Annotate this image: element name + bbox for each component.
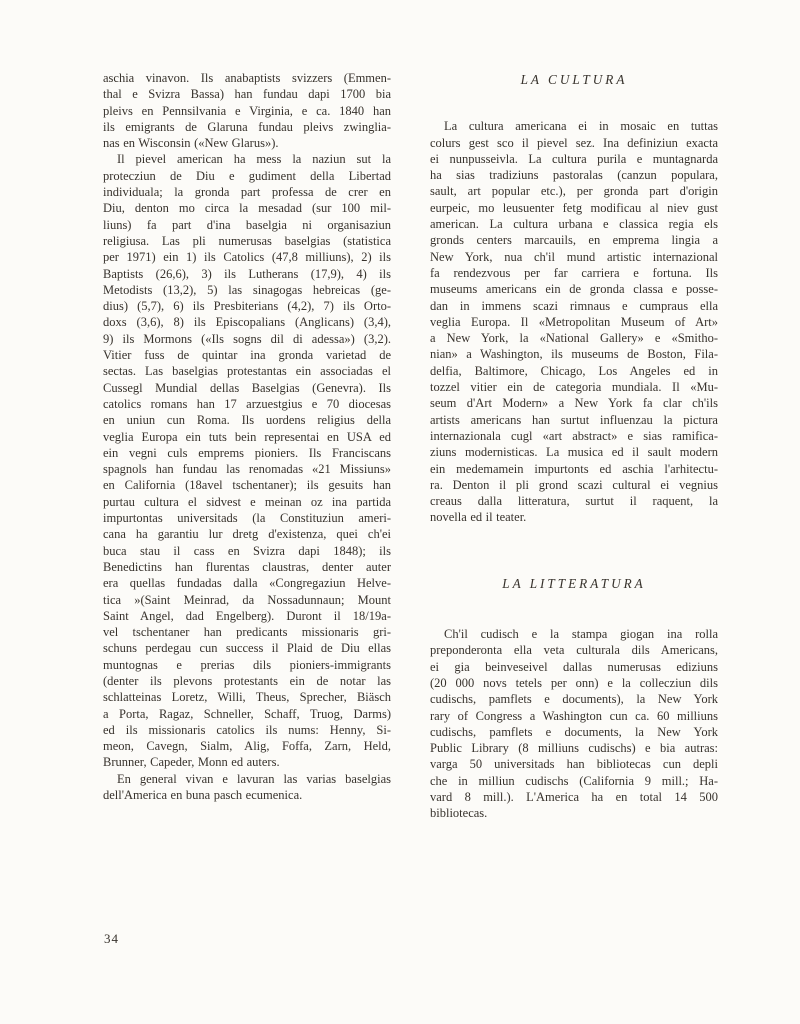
paragraph <box>430 626 718 822</box>
text-line: Baptists (26,6), 3) ils Lutherans (17,9), 4) ils <box>103 266 391 281</box>
text-line: a New York, la «National Gallery» e «Smitho- <box>430 331 718 346</box>
text-line: delfia, Baltimore, Chicago, Los Angeles ed in <box>430 363 718 378</box>
text-line: ein vegni culs emprems pioniers. Ils Franciscans <box>103 445 391 460</box>
text-line: Saint Angel, dad Engelberg). Duront il 18/19a- <box>103 608 391 623</box>
text-line: creaus dalla litteratura, surtut il raquent, la <box>430 494 718 509</box>
text-line: rary of Congress a Washington cun ca. 60 milliuns <box>430 708 718 723</box>
text-line: ein medemamein impurtonts ed aschia l'arhitectu- <box>430 461 718 476</box>
text-line: colurs gest sco il pievel sez. Ina definiziun exacta <box>430 135 718 150</box>
text-line: spagnols han fundau las renomadas «21 Missiuns» <box>103 462 391 477</box>
text-line: per 1971) ein 1) ils Catolics (47,8 milliuns), 2) ils <box>103 250 391 265</box>
text-line: tica »(Saint Meinrad, da Nossadunnaun; Mount <box>103 592 391 607</box>
paragraph <box>103 771 391 804</box>
text-line: ils emigrants de Glaruna fundau pleivs zwinglia- <box>103 119 391 134</box>
text-line: Diu, denton mo circa la mesadad (sur 100 mil- <box>103 201 391 216</box>
text-line: impurtontas universitads (la Constituziun ameri- <box>103 511 391 526</box>
text-line: En general vivan e lavuran las varias baselgias <box>117 771 391 786</box>
text-line: ei nunpusseivla. La cultura purila e muntagnarda <box>430 151 718 166</box>
text-line: Public Library (8 milliuns cudischs) e bia autras: <box>430 741 718 756</box>
text-line: La cultura americana ei in mosaic en tuttas <box>444 119 718 134</box>
text-line: ra. Denton il pli grond scazi cultural ei vegnius <box>430 477 718 492</box>
text-line: (denter ils plevons protestants ein de notar las <box>103 673 391 688</box>
text-line: nas en Wisconsin («New Glarus»). <box>103 136 279 151</box>
text-line: fa rendezvous per far carriera e fortuna. Ils <box>430 265 718 280</box>
text-line: aschia vinavon. Ils anabaptists svizzers (Emmen- <box>103 71 391 85</box>
text-line: buca stau il cass en Svizra dapi 1848); ils <box>103 543 391 558</box>
text-line: schlatteinas Loretz, Willi, Theus, Sprecher, Biäsch <box>103 690 391 705</box>
text-line: Brunner, Capeder, Monn ed auters. <box>103 755 280 770</box>
text-line: meon, Cavegn, Sialm, Alig, Foffa, Zarn, Held, <box>103 739 391 754</box>
text-line: ei gia beinveseivel dallas numerusas ediziuns <box>430 659 718 674</box>
text-line: gronds centers marcauils, en emprema lingia a <box>430 233 718 248</box>
text-line: seum d'Art Modern» a New York fa clar ch'ils <box>430 396 718 411</box>
text-line: cudischs, pamflets e documents, la New York <box>430 724 718 739</box>
text-line: veglia Europa ein tuts bein representai en USA ed <box>103 429 391 444</box>
text-line: Benedictins han flurentas claustras, denter auter <box>103 559 391 574</box>
text-line: bibliotecas. <box>430 806 488 821</box>
paragraph <box>103 70 391 151</box>
text-line: Vitier fuss de quintar ina gronda varietad de <box>103 348 391 363</box>
text-line: en uniun cun Roma. Ils uordens religius della <box>103 413 391 428</box>
text-line: internazionala cugl «art abstract» e sias ramifica- <box>430 428 718 443</box>
text-line: individuala; la gronda part professa de crer en <box>103 185 391 200</box>
text-line: sectas. Las baselgias protestantas ein associadas el <box>103 364 391 379</box>
page-number: 34 <box>104 931 119 946</box>
text-line: ha sias tradiziuns pastoralas (canzun populara, <box>430 168 718 183</box>
text-line: Cussegl Mundial dellas Baselgias (Genevra). Ils <box>103 380 391 395</box>
text-line: vard 8 mill.). L'America ha en total 14 500 <box>430 789 718 804</box>
text-line: cudischs, pamflets e documents), la New York <box>430 692 718 707</box>
text-line: artists americans han surtut influenzau la pictura <box>430 412 718 427</box>
text-line: New York, nua ch'il mund artistic internazional <box>430 249 718 264</box>
section-heading: LA LITTERATURA <box>502 575 646 591</box>
text-line: varga 50 universitads han bibliotecas cun depli <box>430 757 718 772</box>
text-line: thal e Svizra Bassa) han fundau dapi 1700 bia <box>103 87 391 102</box>
section-heading: LA CULTURA <box>520 72 628 87</box>
text-line: purtau cultura el sidvest e meinan oz ina partida <box>103 494 391 509</box>
text-line: cana ha garantiu lur dretg d'existenza, quei ch'ei <box>103 527 391 542</box>
text-line: eurpeic, mo leusuenter fetg modificau al niev gust <box>430 200 718 215</box>
text-line: religiusa. Las pli numerusas baselgias (statistica <box>103 233 391 248</box>
text-line: ed ils missionaris catolics ils nums: Henny, Si- <box>103 722 391 737</box>
text-line: 9) ils Mormons («Ils sogns dil di adessa») (3,2). <box>103 331 391 346</box>
paragraph <box>430 118 718 525</box>
text-line: novella ed il teater. <box>430 510 527 525</box>
text-line: vel tschentaner han predicants missionaris gri- <box>103 625 391 640</box>
text-line: en California (18avel tschentaner); ils gesuits han <box>103 478 391 493</box>
text-line: nian» a Washington, ils museums de Boston, Fila- <box>430 347 718 362</box>
text-line: dius) (5,7), 6) ils Presbiterians (4,2), 7) ils Orto- <box>103 299 391 314</box>
text-line: protecziun de Diu e gudiment della Libertad <box>103 168 391 183</box>
left-column <box>103 70 391 803</box>
text-line: museums americans ein de gronda classa e posse- <box>430 282 718 297</box>
text-line: Il pievel american ha mess la naziun sut la <box>117 152 391 167</box>
text-line: dell'America en buna pasch ecumenica. <box>103 788 303 803</box>
text-line: ziuns modernisticas. La musica ed il sault modern <box>430 445 718 460</box>
text-line: veglia Europa. Il «Metropolitan Museum of Art» <box>430 314 718 329</box>
text-line: schuns perdegau cun success il Plaid de Diu ellas <box>103 641 391 656</box>
text-line: a Porta, Ragaz, Schneller, Schaff, Truog, Darms) <box>103 706 391 721</box>
text-line: sault, art popular etc.), per gronda part d'origin <box>430 184 718 199</box>
text-line: (20 000 novs tetels per onn) e la collecziun dils <box>430 675 718 690</box>
text-line: tozzel vitier ein de categoria mundiala. Il «Mu- <box>430 380 718 395</box>
text-line: che in milliun cudischs (California 9 mill.; Ha- <box>430 773 718 788</box>
text-line: Ch'il cudisch e la stampa giogan ina rolla <box>444 627 718 642</box>
text-line: catolics romans han 17 arzuestgius e 70 diocesas <box>103 396 391 411</box>
text-line: muntognas e prerias dils pioniers-immigrants <box>103 657 391 672</box>
text-line: pleivs en Pennsilvania e Virginia, e ca. 1840 han <box>103 103 391 118</box>
text-line: preponderonta ella veta culturala dils Americans, <box>430 643 718 658</box>
text-line: era quellas fundadas dalla «Congregaziun Helve- <box>103 576 391 591</box>
text-line: Metodists (13,2), 5) las sinagogas hebreicas (ge- <box>103 282 391 297</box>
paragraph <box>103 151 391 770</box>
text-line: american. La cultura urbana e classica regia els <box>430 217 718 232</box>
text-line: liuns) fa part d'ina baselgia ni organisaziun <box>103 217 391 232</box>
text-line: doxs (3,6), 8) ils Episcopalians (Anglicans) (3,4), <box>103 315 391 330</box>
text-line: dan in immens scazi rimnaus e cumpraus ella <box>430 298 718 313</box>
right-column <box>430 66 718 822</box>
